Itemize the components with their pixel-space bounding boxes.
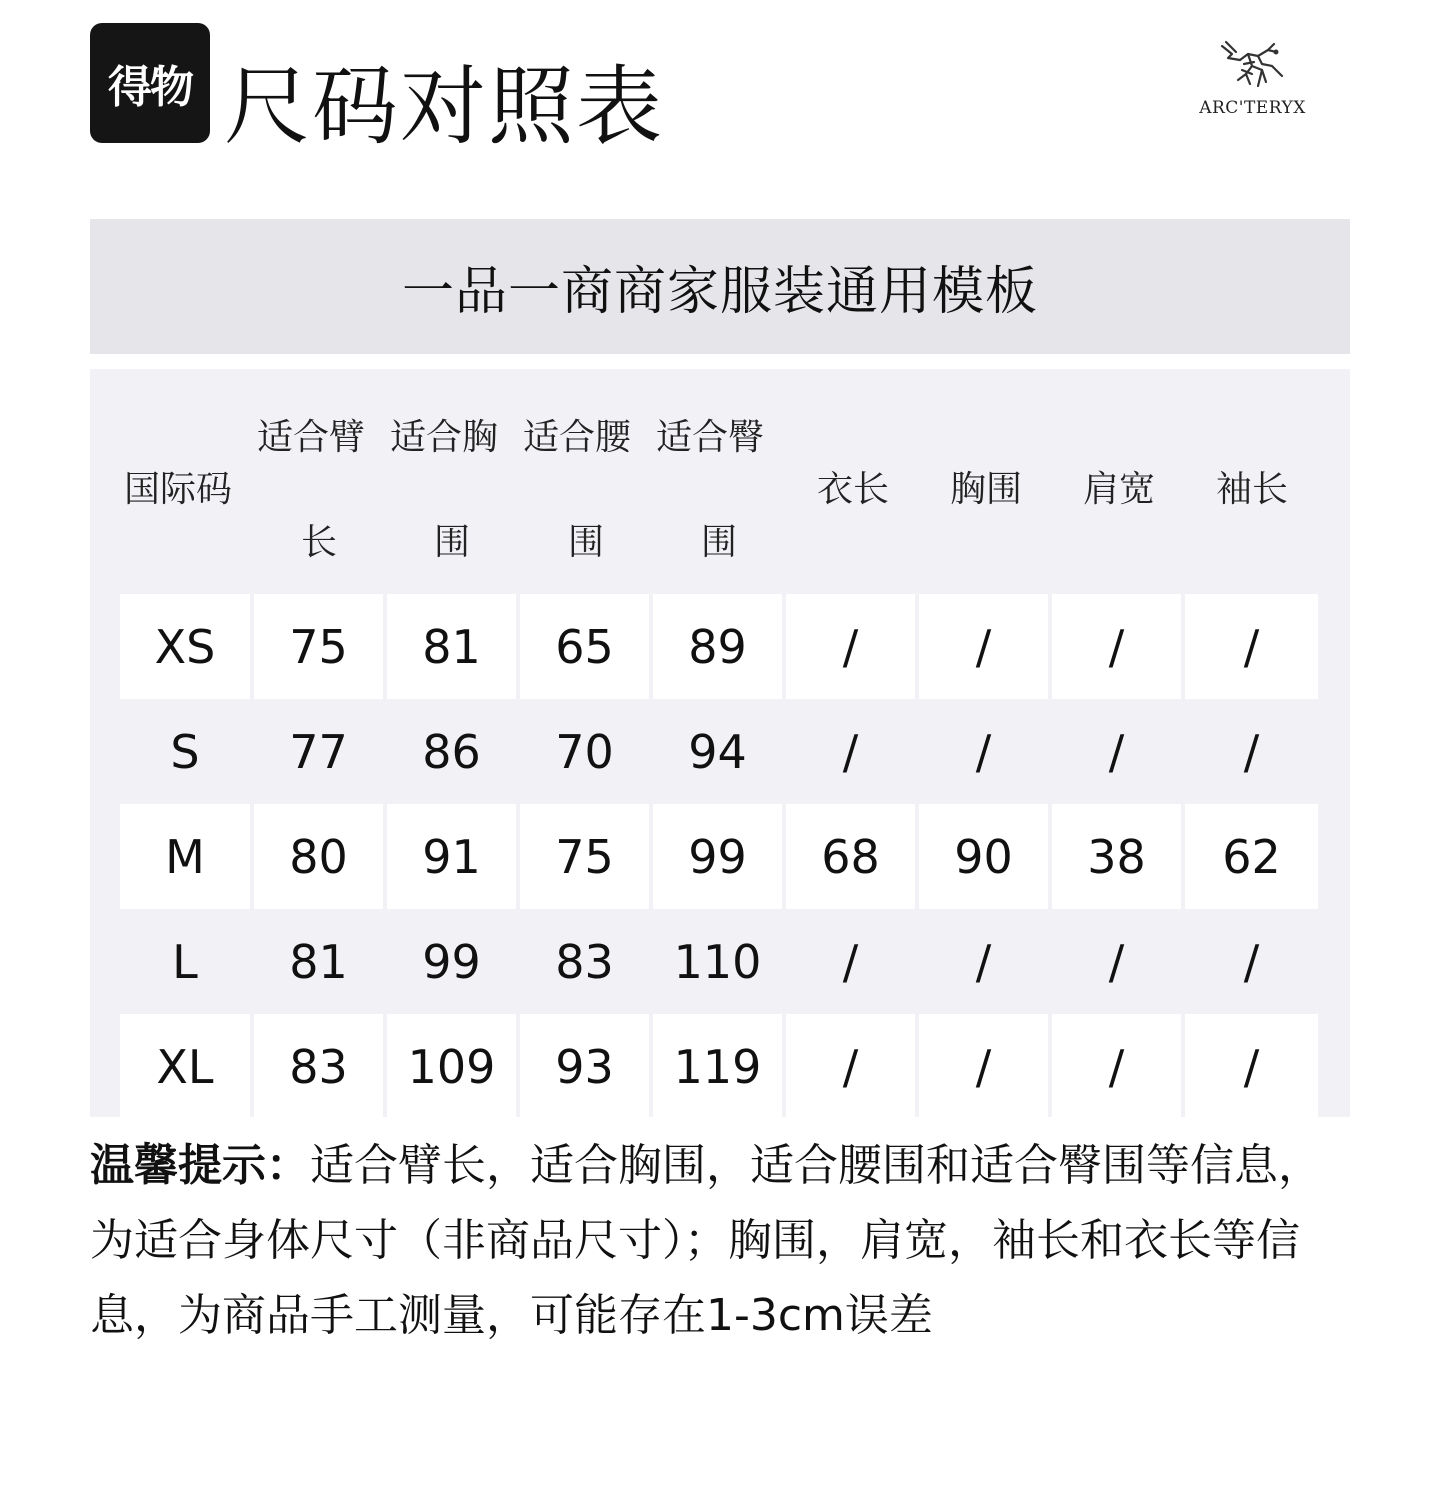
table-cell: 68 [786,804,915,909]
table-cell: 90 [919,804,1048,909]
table-cell: XS [120,594,250,699]
table-cell: 83 [555,934,614,989]
table-cell: 75 [254,594,383,699]
table-cell: 65 [520,594,649,699]
table-cell: 62 [1185,804,1318,909]
column-header-chest-2: 围 [433,522,470,563]
table-cell: 83 [254,1014,383,1119]
table-cell: 77 [289,724,348,779]
column-header-waist-2: 围 [567,522,604,563]
table-cell: / [975,724,992,779]
size-chart-table [90,369,1350,1117]
table-cell: / [1108,934,1125,989]
table-cell: 110 [673,934,762,989]
table-cell: / [1052,1014,1181,1119]
dewu-logo [90,23,210,143]
table-cell: / [786,1014,915,1119]
banner-text: 一品一商商家服装通用模板 [401,262,1038,322]
notice-body: 适合臂长，适合胸围，适合腰围和适合臀围等信息，为适合身体尺寸（非商品尺寸）；胸围，肩宽，袖长和衣长等信息，为商品手工测量，可能存在1-3cm误差 [90,1140,1322,1341]
logo-text: 得物 [108,62,192,113]
table-cell: 93 [520,1014,649,1119]
table-cell: / [1185,594,1318,699]
table-cell: L [172,934,198,989]
table-row [120,699,1318,804]
table-cell: XL [120,1014,250,1119]
column-header-sleeve: 袖长 [1215,469,1288,510]
column-header-hip: 适合臀 [656,417,765,458]
table-cell: 99 [422,934,481,989]
table-cell: / [842,934,859,989]
table-row [120,1014,1318,1119]
table-cell: / [919,594,1048,699]
table-cell: 94 [688,724,747,779]
column-header-arm-length-2: 长 [300,522,337,563]
table-cell: M [120,804,250,909]
brand-logo [1190,40,1315,130]
table-cell: 75 [520,804,649,909]
table-cell: 89 [653,594,782,699]
table-cell: / [786,594,915,699]
table-cell: / [1108,724,1125,779]
table-cell: / [1052,594,1181,699]
notice-label: 温馨提示： [90,1140,310,1191]
table-cell: 99 [653,804,782,909]
table-cell: 91 [387,804,516,909]
table-cell: 70 [555,724,614,779]
table-cell: / [1243,934,1260,989]
table-cell: / [919,1014,1048,1119]
archaeopteryx-icon [1218,40,1288,92]
table-cell: 38 [1052,804,1181,909]
table-row [120,594,1318,699]
table-cell: 81 [387,594,516,699]
table-cell: / [842,724,859,779]
template-banner [90,219,1350,354]
column-header-shoulder: 肩宽 [1082,469,1155,510]
column-header-hip-2: 围 [700,522,737,563]
table-cell: / [975,934,992,989]
column-header-arm-length: 适合臂 [257,417,366,458]
table-row [120,804,1318,909]
page-title: 尺码对照表 [224,57,664,157]
column-header-garment-length: 衣长 [816,469,889,510]
brand-name: ARC'TERYX [1199,98,1306,118]
table-cell: 80 [254,804,383,909]
column-header-waist: 适合腰 [523,417,632,458]
table-cell: 81 [289,934,348,989]
table-cell: / [1185,1014,1318,1119]
table-cell: 109 [387,1014,516,1119]
column-header-intl-size: 国际码 [124,469,233,510]
table-row [120,909,1318,1014]
column-header-garment-chest: 胸围 [949,469,1022,510]
table-cell: 86 [422,724,481,779]
table-cell: S [170,724,200,779]
column-header-chest: 适合胸 [390,417,499,458]
table-cell: / [1243,724,1260,779]
notice-text [90,1128,1350,1353]
table-cell: 119 [653,1014,782,1119]
